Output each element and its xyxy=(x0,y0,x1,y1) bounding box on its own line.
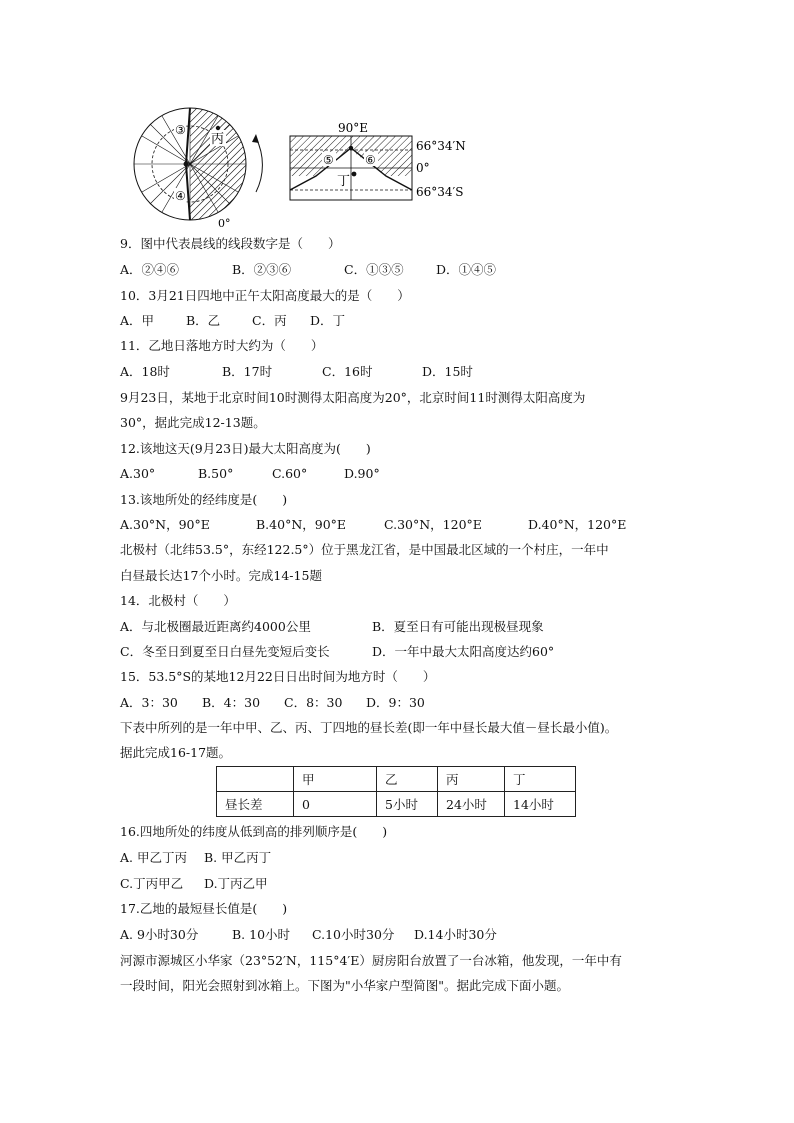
question-16-options-row1 xyxy=(120,850,271,866)
polar-globe-figure xyxy=(128,106,278,231)
label-66n: 66°34′N xyxy=(416,139,466,153)
option-b[interactable]: B．乙 xyxy=(186,313,221,328)
option-c[interactable]: C．①③⑤ xyxy=(344,262,404,277)
question-12: 12.该地这天(9月23日)最大太阳高度为( ) xyxy=(120,441,371,456)
intro-16-17-line2: 据此完成16-17题。 xyxy=(120,745,232,760)
question-11-options xyxy=(120,364,473,380)
option-d[interactable]: D．9：30 xyxy=(366,695,425,710)
question-17-options xyxy=(120,927,497,943)
table-cell: 24小时 xyxy=(438,792,505,817)
option-b[interactable]: B.50° xyxy=(198,466,234,481)
option-a[interactable]: A. 9小时30分 xyxy=(120,927,199,942)
question-17: 17.乙地的最短昼长值是( ) xyxy=(120,901,288,916)
table-cell: 丙 xyxy=(438,767,505,792)
table-row xyxy=(217,792,576,817)
option-a[interactable]: A．甲 xyxy=(120,313,155,328)
option-d[interactable]: D．①④⑤ xyxy=(436,262,497,277)
question-15-options xyxy=(120,695,425,711)
label-90e: 90°E xyxy=(338,121,369,135)
option-b[interactable]: B. 10小时 xyxy=(232,927,291,942)
table-cell xyxy=(217,767,294,792)
question-11: 11．乙地日落地方时大约为（ ） xyxy=(120,338,324,353)
option-c[interactable]: C.30°N，120°E xyxy=(384,517,482,532)
option-c[interactable]: C．8：30 xyxy=(284,695,343,710)
intro-14-15-line2: 白昼最长达17个小时。完成14-15题 xyxy=(120,568,322,583)
label-equator: 0° xyxy=(416,161,430,175)
option-c[interactable]: C．16时 xyxy=(322,364,373,379)
option-a[interactable]: A.30° xyxy=(120,466,156,481)
question-10-options xyxy=(120,313,345,329)
option-d[interactable]: D.丁丙乙甲 xyxy=(204,876,268,891)
label-6: ⑥ xyxy=(365,153,376,167)
question-15: 15．53.5°S的某地12月22日日出时间为地方时（ ） xyxy=(120,669,436,684)
question-10: 10．3月21日四地中正午太阳高度最大的是（ ） xyxy=(120,288,410,303)
rotation-arrow xyxy=(256,138,262,192)
option-b[interactable]: B．4：30 xyxy=(202,695,261,710)
table-cell: 乙 xyxy=(377,767,438,792)
question-16-options-row2 xyxy=(120,876,268,892)
table-cell: 昼长差 xyxy=(217,792,294,817)
label-3: ③ xyxy=(175,123,186,137)
option-c[interactable]: C．冬至日到夏至日白昼先变短后变长 xyxy=(120,644,330,659)
intro-12-13-line2: 30°，据此完成12-13题。 xyxy=(120,415,266,430)
question-14-options-row1 xyxy=(120,619,544,635)
option-d[interactable]: D.14小时30分 xyxy=(414,927,497,942)
label-4: ④ xyxy=(175,189,186,203)
table-cell: 14小时 xyxy=(505,792,576,817)
day-length-table xyxy=(216,766,576,817)
option-a[interactable]: A. 甲乙丁丙 xyxy=(120,850,187,865)
question-12-options xyxy=(120,466,380,482)
label-66s: 66°34′S xyxy=(416,185,464,199)
question-9-options xyxy=(120,262,496,278)
question-16: 16.四地所处的纬度从低到高的排列顺序是( ) xyxy=(120,824,388,839)
option-a[interactable]: A．②④⑥ xyxy=(120,262,180,277)
option-b[interactable]: B．夏至日有可能出现极昼现象 xyxy=(372,619,544,634)
option-c[interactable]: C.10小时30分 xyxy=(312,927,395,942)
option-c[interactable]: C.60° xyxy=(272,466,308,481)
table-cell: 丁 xyxy=(505,767,576,792)
option-d[interactable]: D．一年中最大太阳高度达约60° xyxy=(372,644,555,659)
option-b[interactable]: B．17时 xyxy=(222,364,273,379)
option-d[interactable]: D.90° xyxy=(344,466,380,481)
option-b[interactable]: B.40°N，90°E xyxy=(256,517,347,532)
label-0-degree: 0° xyxy=(218,217,231,230)
table-cell: 甲 xyxy=(294,767,377,792)
option-a[interactable]: A.30°N，90°E xyxy=(120,517,210,532)
label-ding: 丁 xyxy=(337,174,351,189)
option-b[interactable]: B．②③⑥ xyxy=(232,262,292,277)
question-13-options xyxy=(120,517,626,533)
intro-14-15-line1: 北极村（北纬53.5°，东经122.5°）位于黑龙江省，是中国最北区域的一个村庄，一年中 xyxy=(120,542,609,557)
label-bing: 丙 xyxy=(211,132,225,147)
option-a[interactable]: A．与北极圈最近距离约4000公里 xyxy=(120,619,311,634)
question-13: 13.该地所处的经纬度是( ) xyxy=(120,492,288,507)
option-d[interactable]: D.40°N，120°E xyxy=(528,517,627,532)
option-c[interactable]: C.丁丙甲乙 xyxy=(120,876,184,891)
question-14-options-row2 xyxy=(120,644,554,660)
table-cell: 5小时 xyxy=(377,792,438,817)
option-b[interactable]: B. 甲乙丙丁 xyxy=(204,850,272,865)
label-5: ⑤ xyxy=(323,153,334,167)
rectangular-daylight-figure xyxy=(286,118,516,208)
option-d[interactable]: D．15时 xyxy=(422,364,473,379)
question-9: 9．图中代表晨线的线段数字是（ ） xyxy=(120,236,341,251)
option-d[interactable]: D．丁 xyxy=(310,313,346,328)
intro-last-line1: 河源市源城区小华家（23°52′N，115°4′E）厨房阳台放置了一台冰箱，他发现，一年中有 xyxy=(120,953,622,968)
question-14: 14．北极村（ ） xyxy=(120,593,236,608)
intro-12-13-line1: 9月23日，某地于北京时间10时测得太阳高度为20°，北京时间11时测得太阳高度为 xyxy=(120,390,586,405)
table-header-row xyxy=(217,767,576,792)
intro-16-17-line1: 下表中所列的是一年中甲、乙、丙、丁四地的昼长差(即一年中昼长最大值－昼长最小值)。 xyxy=(120,720,618,735)
option-c[interactable]: C．丙 xyxy=(252,313,287,328)
option-a[interactable]: A．3：30 xyxy=(120,695,178,710)
table-cell: 0 xyxy=(294,792,377,817)
intro-last-line2: 一段时间，阳光会照射到冰箱上。下图为"小华家户型简图"。据此完成下面小题。 xyxy=(120,978,570,993)
option-a[interactable]: A．18时 xyxy=(120,364,170,379)
